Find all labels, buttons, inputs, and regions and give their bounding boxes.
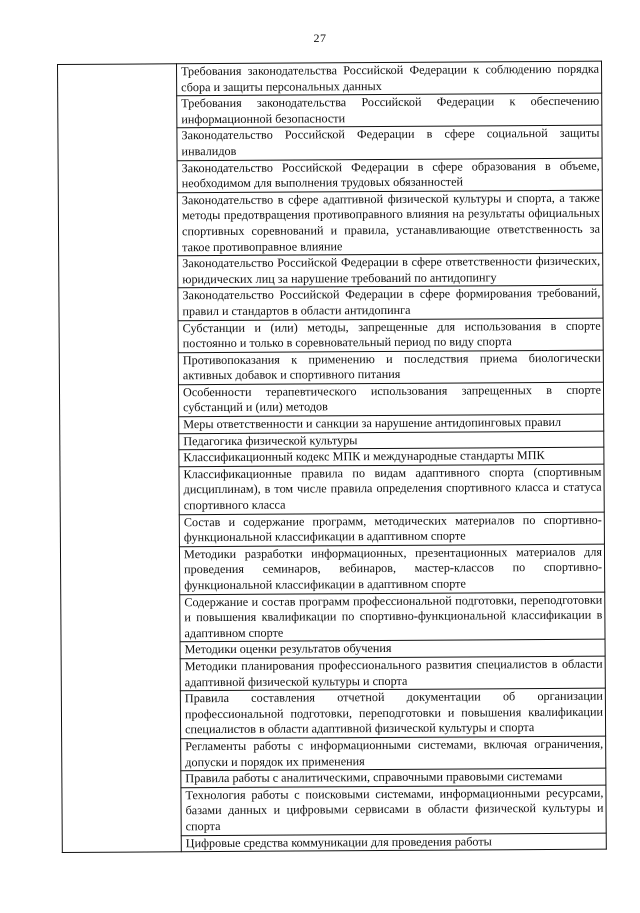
requirement-text: Содержание и состав программ профессиональной подготовки, переподготовки и повышения квалификации по спортивно-функциональной классификации в адаптивном спорте	[184, 592, 603, 641]
requirement-text: Правила составления отчетной документации об организации профессиональной подготовки, переподготовки и повышения квалификации специалистов в области адаптивной физической культуры и спорта	[184, 688, 604, 737]
requirement-text: Особенности терапевтического использования запрещенных в спорте субстанций и (или) методов	[182, 382, 602, 415]
requirement-cell	[179, 512, 604, 547]
requirement-text: Требования законодательства Российской Федерации к обеспечению информационной безопасности	[181, 93, 600, 127]
requirement-cell	[180, 656, 605, 691]
requirement-text: Требования законодательства Российской Федерации к соблюдению порядка сбора и защиты персональных данных	[181, 61, 600, 94]
requirement-text: Методики планирования профессионального развития специалистов в области адаптивной физической культуры и спорта	[184, 656, 603, 689]
requirements-table	[57, 61, 607, 853]
requirement-cell	[178, 382, 603, 417]
requirement-cell	[179, 544, 604, 594]
requirement-text: Меры ответственности и санкции за нарушение антидопинговых правил	[183, 414, 562, 432]
requirement-text: Классификационные правила по видам адаптивного спорта (спортивным дисциплинам), в том числе правила определения спортивного класса и статуса спортивного класса	[183, 464, 602, 513]
requirement-cell	[177, 126, 602, 161]
requirement-cell	[179, 464, 604, 514]
requirement-text: Законодательство Российской Федерации в сфере социальной защиты инвалидов	[181, 126, 600, 159]
label-column-cell	[58, 64, 182, 853]
requirement-text: Регламенты работы с информационными системами, включая ограничения, допуски и порядок их применения	[185, 736, 604, 769]
requirement-text: Состав и содержание программ, методических материалов по спортивно-функциональной классификации в адаптивном спорте	[183, 512, 602, 545]
requirement-cell	[177, 190, 602, 256]
requirement-text: Педагогика физической культуры	[183, 432, 358, 448]
requirement-text: Противопоказания к применению и последствия приема биологически активных добавок и спортивного питания	[182, 350, 601, 383]
requirement-cell	[180, 688, 605, 738]
requirement-cell	[178, 350, 603, 385]
requirement-cell	[177, 158, 602, 193]
requirements-table-body	[58, 61, 607, 852]
requirement-cell	[178, 285, 603, 320]
requirement-cell	[181, 768, 606, 787]
requirement-text: Законодательство в сфере адаптивной физической культуры и спорта, а также методы предотвращения противоправного влияния на результаты официальных спортивных соревнований и правила, устанавливающие ответственность за такое противоправное влияние	[181, 190, 601, 254]
requirement-text: Законодательство Российской Федерации в сфере образования в объеме, необходимом для выполнения трудовых обязанностей	[181, 158, 600, 191]
requirement-cell	[178, 318, 603, 353]
requirement-cell	[180, 592, 605, 642]
table-row	[58, 61, 602, 97]
requirement-cell	[177, 61, 602, 96]
requirement-cell	[181, 736, 606, 771]
requirement-text: Правила работы с аналитическими, справочными правовыми системами	[185, 769, 563, 786]
requirement-text: Цифровые средства коммуникации для проведения работы	[185, 833, 492, 850]
requirement-text: Технология работы с поисковыми системами, информационными ресурсами, базами данных и цифровыми сервисами в области физической культуры и спорта	[185, 785, 604, 834]
requirement-text: Субстанции и (или) методы, запрещенные для использования в спорте постоянно и только в соревновательный период по виду спорта	[182, 318, 601, 351]
requirement-cell	[181, 785, 606, 835]
requirement-cell	[179, 447, 604, 466]
requirement-text: Классификационный кодекс МПК и международные стандарты МПК	[183, 448, 545, 465]
requirement-text: Законодательство Российской Федерации в сфере формирования требований, правил и стандартов в области антидопинга	[182, 285, 601, 319]
requirement-cell	[181, 833, 606, 852]
requirement-text: Методики разработки информационных, презентационных материалов для проведения семинаров, вебинаров, мастер-классов по спортивно-функциональной классификации в адаптивном спорте	[183, 544, 603, 593]
requirement-text: Законодательство Российской Федерации в сфере ответственности физических, юридических лиц за нарушение требований по антидопингу	[182, 253, 601, 286]
requirement-text: Методики оценки результатов обучения	[184, 641, 392, 657]
requirement-cell	[177, 93, 602, 128]
requirement-cell	[178, 253, 603, 288]
page-number: 27	[313, 31, 327, 45]
requirement-cell	[179, 414, 604, 433]
